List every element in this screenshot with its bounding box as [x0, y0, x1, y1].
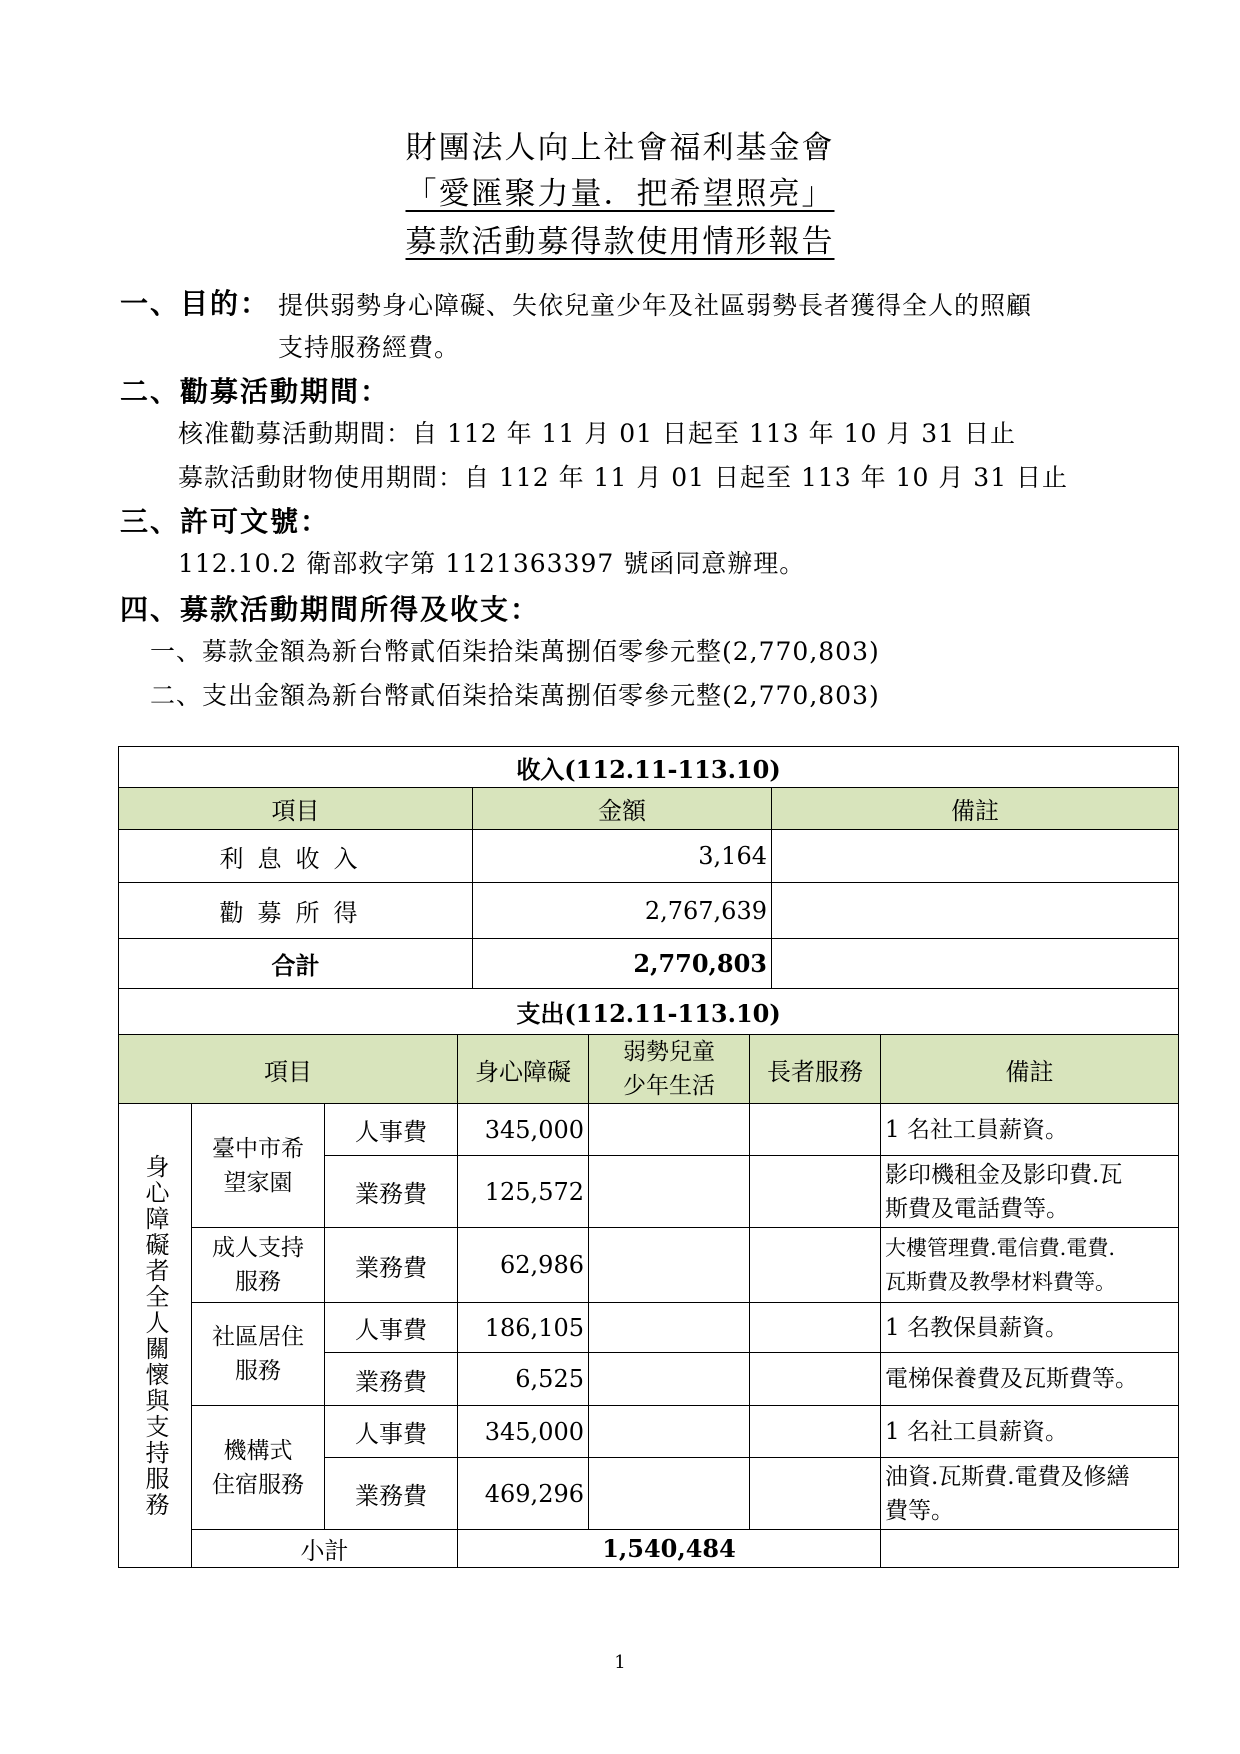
expense-header-disability: 身心障礙 — [458, 1035, 589, 1104]
expense-note: 1 名社工員薪資。 — [881, 1406, 1179, 1458]
total-row — [119, 939, 1179, 989]
income-item: 勸募所得 — [119, 883, 473, 939]
income-header-note: 備註 — [772, 788, 1179, 830]
section-income-heading: 四、募款活動期間所得及收支： — [120, 593, 541, 626]
service-name: 機構式 住宿服務 — [192, 1406, 325, 1530]
report-title: 募款活動募得款使用情形報告 — [405, 224, 835, 260]
disability-amount: 345,000 — [458, 1104, 589, 1156]
elderly-amount — [750, 1104, 881, 1156]
usage-period: 募款活動財物使用期間：自 112 年 11 月 01 日起至 113 年 10 月 31 日止 — [178, 463, 1069, 492]
expense-amount-text: 二、支出金額為新台幣貳佰柒拾柒萬捌佰零參元整(2,770,803) — [150, 681, 880, 710]
expense-table-title: 支出(112.11-113.10) — [119, 989, 1179, 1035]
cost-type: 人事費 — [325, 1303, 458, 1353]
campaign-title: 「愛匯聚力量．把希望照亮」 — [405, 176, 835, 212]
approved-period: 核准勸募活動期間：自 112 年 11 月 01 日起至 113 年 10 月 31 日止 — [178, 419, 1017, 448]
income-amount: 3,164 — [473, 830, 772, 883]
table-row — [119, 830, 1179, 883]
section-purpose-heading: 一、目的： — [120, 287, 271, 320]
org-title: 財團法人向上社會福利基金會 — [405, 130, 835, 166]
service-name: 社區居住 服務 — [192, 1303, 325, 1406]
donation-amount-text: 一、募款金額為新台幣貳佰柒拾柒萬捌佰零參元整(2,770,803) — [150, 637, 880, 666]
table-row — [119, 1228, 1179, 1303]
disability-amount: 186,105 — [458, 1303, 589, 1353]
income-header-amount: 金額 — [473, 788, 772, 830]
cost-type: 業務費 — [325, 1353, 458, 1406]
expense-header-children: 弱勢兒童 少年生活 — [589, 1035, 750, 1104]
expense-category — [119, 1104, 192, 1568]
subtotal-amount: 1,540,484 — [458, 1530, 881, 1568]
cost-type: 業務費 — [325, 1458, 458, 1530]
disability-amount: 345,000 — [458, 1406, 589, 1458]
income-table-title: 收入(112.11-113.10) — [119, 747, 1179, 788]
expense-note: 1 名社工員薪資。 — [881, 1104, 1179, 1156]
disability-amount: 62,986 — [458, 1228, 589, 1303]
elderly-amount — [750, 1406, 881, 1458]
elderly-amount — [750, 1353, 881, 1406]
expense-header-elderly: 長者服務 — [750, 1035, 881, 1104]
income-amount: 2,767,639 — [473, 883, 772, 939]
cost-type: 人事費 — [325, 1406, 458, 1458]
service-name: 成人支持 服務 — [192, 1228, 325, 1303]
cost-type: 人事費 — [325, 1104, 458, 1156]
elderly-amount — [750, 1303, 881, 1353]
section-purpose-text-2: 支持服務經費。 — [278, 333, 461, 362]
children-amount — [589, 1458, 750, 1530]
expense-note: 大樓管理費.電信費.電費. 瓦斯費及教學材料費等。 — [881, 1228, 1179, 1303]
expense-note: 電梯保養費及瓦斯費等。 — [881, 1353, 1179, 1406]
section-permit-heading: 三、許可文號： — [120, 505, 331, 538]
expense-note: 影印機租金及影印費.瓦 斯費及電話費等。 — [881, 1156, 1179, 1228]
children-amount — [589, 1104, 750, 1156]
section-period-heading: 二、勸募活動期間： — [120, 375, 391, 408]
subtotal-label: 小計 — [192, 1530, 458, 1568]
income-note — [772, 883, 1179, 939]
cost-type: 業務費 — [325, 1228, 458, 1303]
children-amount — [589, 1156, 750, 1228]
income-total-label: 合計 — [119, 939, 473, 989]
income-note — [772, 830, 1179, 883]
income-item: 利息收入 — [119, 830, 473, 883]
children-amount — [589, 1303, 750, 1353]
children-amount — [589, 1353, 750, 1406]
section-purpose-text-1: 提供弱勢身心障礙、失依兒童少年及社區弱勢長者獲得全人的照顧 — [278, 291, 1033, 320]
table-row — [119, 1303, 1179, 1353]
table-row — [119, 1406, 1179, 1458]
disability-amount: 469,296 — [458, 1458, 589, 1530]
income-table — [118, 746, 1179, 989]
income-total-note — [772, 939, 1179, 989]
permit-number: 112.10.2 衛部救字第 1121363397 號函同意辦理。 — [178, 549, 806, 578]
table-row — [119, 883, 1179, 939]
service-name: 臺中市希 望家園 — [192, 1104, 325, 1228]
disability-amount: 6,525 — [458, 1353, 589, 1406]
elderly-amount — [750, 1458, 881, 1530]
disability-amount: 125,572 — [458, 1156, 589, 1228]
elderly-amount — [750, 1228, 881, 1303]
expense-header-item: 項目 — [119, 1035, 458, 1104]
cost-type: 業務費 — [325, 1156, 458, 1228]
page-number: 1 — [614, 1652, 626, 1673]
children-amount — [589, 1228, 750, 1303]
expense-note: 油資.瓦斯費.電費及修繕 費等。 — [881, 1458, 1179, 1530]
elderly-amount — [750, 1156, 881, 1228]
expense-table — [118, 988, 1179, 1568]
income-header-item: 項目 — [119, 788, 473, 830]
income-total-amount: 2,770,803 — [473, 939, 772, 989]
subtotal-note — [881, 1530, 1179, 1568]
subtotal-row — [119, 1530, 1179, 1568]
expense-category-label: 身心障礙者全人關懷與支持服務 — [141, 1153, 169, 1518]
table-row — [119, 1104, 1179, 1156]
expense-note: 1 名教保員薪資。 — [881, 1303, 1179, 1353]
expense-header-note: 備註 — [881, 1035, 1179, 1104]
children-amount — [589, 1406, 750, 1458]
